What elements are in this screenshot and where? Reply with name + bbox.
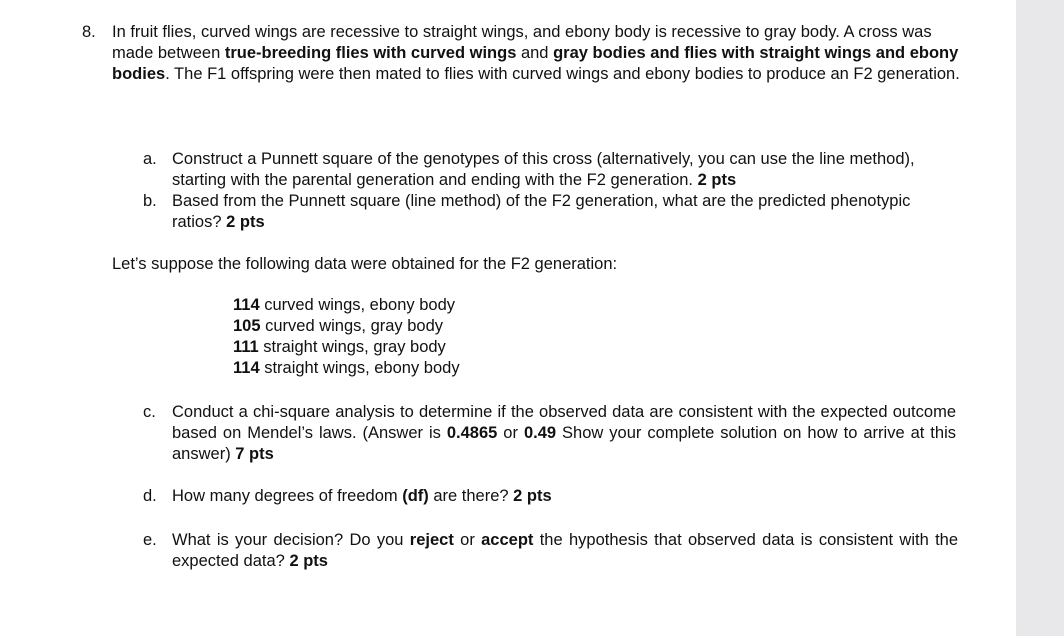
data-label: curved wings, ebony body [259, 296, 455, 314]
intro-text-3: . The F1 offspring were then mated to flies with curved wings and ebony bodies to produce an F2 generation. [165, 65, 960, 83]
question-number: 8. [82, 23, 96, 41]
item-b-letter: b. [143, 192, 157, 210]
item-b-points: 2 pts [226, 213, 265, 231]
data-label: straight wings, gray body [258, 338, 446, 356]
data-line [233, 358, 460, 379]
question-intro [112, 22, 972, 85]
side-panel [1016, 0, 1064, 636]
item-c-text-3: Show your complete solution on how to arrive at this answer) [172, 424, 956, 463]
item-e-text-3: the hypothesis that observed data is consistent with the expected data? [172, 531, 959, 570]
item-d-text [172, 486, 962, 507]
data-line [233, 316, 460, 337]
item-d-bold: (df) [402, 487, 429, 505]
item-e-letter: e. [143, 531, 157, 549]
item-d-text-2: are there? [428, 487, 514, 505]
item-e-text-2: or [453, 531, 482, 549]
item-d-points: 2 pts [513, 487, 552, 505]
item-d-text-1: How many degrees of freedom [172, 487, 403, 505]
item-e-accept: accept [481, 531, 534, 549]
item-c-answer-2: 0.49 [523, 424, 557, 442]
item-e-points: 2 pts [289, 552, 328, 570]
data-count: 111 [233, 338, 259, 356]
item-c-letter: c. [143, 403, 156, 421]
item-e-text [172, 530, 958, 572]
item-c-text-1: Conduct a chi-square analysis to determine if the observed data are consistent with the expected outcome based on Mendel’s laws. (Answer is [172, 403, 956, 442]
data-label: curved wings, gray body [260, 317, 444, 335]
data-count: 105 [233, 317, 261, 335]
item-c-text-2: or [497, 424, 524, 442]
intro-bold-1: true-breeding flies with curved wings [224, 44, 517, 62]
data-intro-sentence: Let’s suppose the following data were obtained for the F2 generation: [112, 255, 618, 273]
intro-bold-2: gray bodies and flies with straight wings and ebony bodies [112, 44, 959, 83]
f2-data-list [233, 295, 460, 379]
item-e-reject: reject [409, 531, 454, 549]
item-c-points: 7 pts [235, 445, 274, 463]
data-count: 114 [233, 296, 260, 314]
data-line [233, 295, 460, 316]
data-count: 114 [233, 359, 260, 377]
item-d-letter: d. [143, 487, 157, 505]
intro-text-2: and [516, 44, 554, 62]
item-c-text [172, 402, 956, 465]
intro-text-1: In fruit flies, curved wings are recessive to straight wings, and ebony body is recessive to gray body. A cross was made between [112, 23, 932, 62]
item-a-question: Construct a Punnett square of the genotypes of this cross (alternatively, you can use the line method), starting with the parental generation and ending with the F2 generation. [172, 150, 915, 189]
item-a-points: 2 pts [697, 171, 737, 189]
item-e-text-1: What is your decision? Do you [172, 531, 410, 549]
data-label: straight wings, ebony body [259, 359, 460, 377]
data-line [233, 337, 460, 358]
item-c-answer-1: 0.4865 [446, 424, 498, 442]
item-a-text [172, 149, 932, 191]
item-a-letter: a. [143, 150, 157, 168]
item-b-question: Based from the Punnett square (line method) of the F2 generation, what are the predicted phenotypic ratios? [172, 192, 911, 231]
item-b-text [172, 191, 912, 233]
